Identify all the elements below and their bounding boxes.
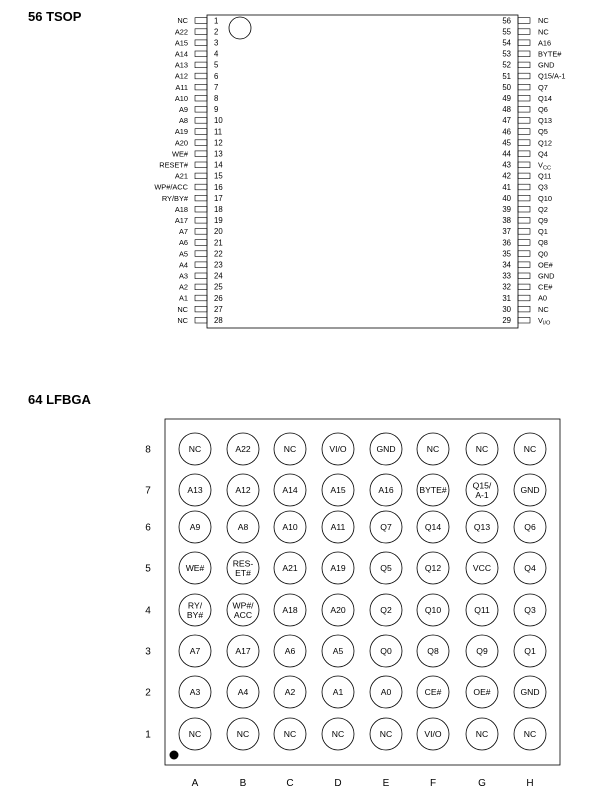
bga-ball-label: Q13 [473,522,491,532]
tsop-pin-name: A1 [178,293,188,303]
tsop-pin-number: 25 [214,282,223,292]
tsop-pin-lead [195,95,207,101]
bga-ball-label: ET# [235,568,251,578]
tsop-pin-lead [518,40,530,46]
bga-ball-label: GND [520,687,540,697]
bga-ball-label: A6 [284,646,296,656]
tsop-pin-number: 28 [214,316,223,325]
tsop-pin-name: Q15/A-1 [538,71,566,81]
bga-ball-label: A19 [330,563,346,573]
bga-ball-label: Q14 [424,522,442,532]
tsop-pin-number: 24 [214,271,223,281]
tsop-title: 56 TSOP [28,9,82,24]
tsop-pin-number: 56 [502,16,511,26]
tsop-pin-lead [195,107,207,113]
tsop-pin-lead [518,317,530,323]
tsop-pin-lead [195,140,207,146]
bga-ball-label: OE# [473,687,491,697]
tsop-pin-lead [518,162,530,168]
bga-ball-label: A1 [332,687,344,697]
bga-ball-label: Q3 [524,605,536,615]
tsop-pin-number: 21 [214,238,223,248]
tsop-pin-name: A3 [178,271,188,281]
bga-ball-label: NC [283,729,297,739]
bga-package [145,419,560,789]
bga-column-label: H [526,778,534,789]
tsop-pin-name: A9 [178,105,188,114]
bga-ball-label: A8 [237,522,249,532]
tsop-pin-number: 50 [502,82,511,92]
bga-ball-label: A-1 [475,490,489,500]
tsop-pin-number: 29 [502,316,511,325]
tsop-pin-lead [518,295,530,301]
tsop-pin-name: A13 [174,60,188,70]
tsop-pin-number: 52 [502,60,511,70]
tsop-pin-name: A22 [174,27,188,37]
tsop-pin-name: A19 [174,127,188,137]
tsop-pin-lead [195,273,207,279]
tsop-pin-lead [195,18,207,24]
tsop-pin-number: 39 [502,205,511,214]
bga-ball-label: NC [331,729,345,739]
tsop-pin-lead [195,151,207,157]
tsop-pin-lead [518,184,530,190]
tsop-pin-name: A12 [174,71,188,81]
tsop-body [207,15,518,328]
tsop-pin-lead [195,262,207,268]
tsop-pin-number: 15 [214,171,223,181]
bga-ball-label: A3 [189,687,201,697]
bga-column-label: F [429,778,437,789]
bga-column-label: G [478,778,486,789]
tsop-pin-name: BYTE# [538,49,562,59]
tsop-pin-number: 26 [214,293,223,303]
tsop-pin-lead [518,95,530,101]
tsop-pin-number: 20 [214,227,223,237]
tsop-pin-lead [195,173,207,179]
tsop-pin-lead [518,306,530,312]
bga-title: 64 LFBGA [28,392,91,407]
bga-ball-label: NC [523,444,537,454]
tsop-pin-name: A10 [174,93,188,103]
tsop-pin-name: A17 [174,216,188,225]
tsop-pin-name: NC [177,304,188,314]
tsop-pin-name: Q8 [538,238,548,248]
tsop-pin-name: Q2 [538,204,548,214]
bga-row-label: 5 [145,563,151,575]
tsop-pin-lead [195,206,207,212]
tsop-pin-lead [195,162,207,168]
tsop-pin-number: 4 [214,49,219,59]
pin1-marker [229,17,251,39]
bga-ball-label: Q9 [476,646,488,656]
bga-ball-label: NC [283,444,297,454]
bga-ball-label: A2 [284,687,296,697]
tsop-pin-name: WE# [171,149,188,159]
tsop-pin-lead [518,195,530,201]
bga-row-label: 8 [145,444,151,456]
tsop-pin-name: Q10 [538,193,552,203]
bga-ball-label: Q2 [380,605,392,615]
tsop-pin-number: 30 [502,304,511,314]
tsop-pin-name: WP#/ACC [154,182,188,192]
tsop-pin-number: 3 [214,38,219,48]
bga-ball-label: A15 [330,485,346,495]
tsop-pin-lead [195,118,207,124]
bga-ball-label: A0 [380,687,392,697]
bga-ball-label: A7 [189,646,201,656]
bga-ball-label: A17 [235,646,251,656]
bga-column-label: D [334,778,342,789]
bga-ball-label: NC [379,729,393,739]
tsop-pin-lead [518,273,530,279]
tsop-pin-name: Q9 [538,216,548,225]
tsop-pin-number: 8 [214,94,219,103]
tsop-pin-number: 42 [502,171,511,181]
tsop-pin-name: Q14 [538,93,552,103]
tsop-pin-number: 18 [214,205,223,214]
tsop-pin-name: Q12 [538,138,552,148]
tsop-pin-number: 6 [214,71,219,81]
tsop-pin-number: 12 [214,138,223,148]
bga-ball-label: Q8 [427,646,439,656]
tsop-pin-lead [518,240,530,246]
bga-ball-label: A18 [282,605,298,615]
bga-ball-label: A10 [282,522,298,532]
bga-ball-label: NC [475,444,489,454]
tsop-pin-name: NC [538,304,549,314]
tsop-pin-name: GND [538,271,555,281]
bga-ball-label: VI/O [329,444,347,454]
tsop-pin-lead [195,306,207,312]
tsop-pin-number: 51 [502,71,511,81]
bga-ball-label: A11 [330,522,346,532]
tsop-pin-number: 35 [502,249,511,259]
bga-ball-label: A14 [282,485,298,495]
bga-ball-label: Q15/ [472,480,492,491]
tsop-pin-lead [195,40,207,46]
tsop-pin-number: 17 [214,193,223,203]
tsop-pin-name: NC [177,16,188,26]
tsop-pin-lead [195,195,207,201]
bga-ball-label: VI/O [424,729,442,739]
tsop-pin-number: 5 [214,60,219,70]
tsop-pin-name: NC [538,16,549,26]
bga-ball-label: ACC [233,610,253,620]
tsop-pin-number: 9 [214,105,219,115]
tsop-pin-name: A15 [174,38,188,48]
tsop-pin-number: 47 [502,116,511,126]
bga-ball-label: A4 [237,687,249,697]
tsop-pin-lead [518,151,530,157]
tsop-pin-lead [518,140,530,146]
tsop-pin-name: NC [538,27,549,37]
tsop-pin-name: A2 [178,282,188,292]
tsop-pin-name: CE# [538,282,553,292]
bga-ball-label: NC [188,729,202,739]
tsop-pin-number: 11 [214,127,223,137]
tsop-pin-name: A16 [538,38,552,48]
tsop-pin-name: A20 [174,138,188,148]
tsop-pin-name: $V_{I/O}$ [538,315,551,327]
tsop-pin-name: RY/BY# [161,193,188,203]
tsop-pin-name: Q3 [538,182,548,192]
tsop-pin-lead [195,240,207,246]
tsop-pin-lead [195,251,207,257]
bga-row-label: 4 [145,605,151,617]
bga-ball-label: Q12 [424,563,442,573]
tsop-pin-number: 40 [502,193,511,203]
tsop-pin-lead [195,284,207,290]
tsop-pin-lead [195,73,207,79]
tsop-pin-name: Q11 [538,171,552,181]
tsop-pin-name: Q0 [538,249,548,259]
bga-row-label: 1 [145,729,151,741]
a1-corner-marker [170,751,179,760]
tsop-pin-lead [195,184,207,190]
tsop-pin-number: 32 [502,282,511,292]
tsop-pin-number: 1 [214,16,219,26]
bga-ball-label: A12 [235,485,251,495]
bga-ball-label: Q1 [524,646,536,656]
tsop-pin-lead [518,262,530,268]
tsop-pin-number: 16 [214,182,223,192]
tsop-pin-number: 36 [502,238,511,248]
tsop-pin-number: 33 [502,271,511,281]
bga-ball-label: A13 [187,485,203,495]
tsop-pin-name: Q5 [538,127,548,137]
tsop-pin-lead [518,84,530,90]
bga-ball-label: A21 [282,563,298,573]
tsop-pin-number: 19 [214,216,223,226]
tsop-pin-name: Q7 [538,82,548,92]
tsop-pin-name: A14 [174,49,188,59]
bga-ball-label: NC [475,729,489,739]
bga-row-label: 7 [145,485,151,497]
tsop-pin-name: $V_{CC}$ [538,160,552,172]
bga-column-label: B [239,778,247,789]
bga-ball-label: GND [376,444,396,454]
bga-row-label: 6 [145,522,151,534]
tsop-pin-lead [518,284,530,290]
tsop-pin-name: A18 [174,204,188,214]
tsop-pin-number: 54 [502,38,511,48]
bga-ball-label: A20 [330,605,346,615]
tsop-pin-number: 43 [502,160,511,170]
tsop-pin-name: A8 [178,116,188,126]
tsop-pin-lead [195,29,207,35]
tsop-pin-name: A7 [178,227,188,237]
tsop-pin-lead [518,62,530,68]
tsop-pin-name: A6 [178,238,188,248]
bga-column-label: A [191,778,199,789]
tsop-pin-name: GND [538,60,555,70]
tsop-pin-number: 55 [502,27,511,37]
tsop-pin-lead [518,173,530,179]
tsop-pin-number: 2 [214,27,219,37]
tsop-pin-number: 14 [214,160,223,170]
tsop-pin-lead [195,62,207,68]
bga-ball-label: Q4 [524,563,536,573]
bga-ball-label: Q5 [380,563,392,573]
tsop-pin-name: Q13 [538,116,552,126]
tsop-pin-name: A5 [178,249,188,259]
bga-ball-label: RY/ [187,600,203,611]
tsop-pin-lead [195,295,207,301]
tsop-pin-lead [195,129,207,135]
tsop-pin-name: A21 [174,171,188,181]
tsop-pin-name: Q1 [538,227,548,237]
tsop-pin-number: 44 [502,149,511,159]
bga-ball-label: Q6 [524,522,536,532]
bga-ball-label: NC [523,729,537,739]
tsop-pin-number: 48 [502,105,511,115]
tsop-pin-number: 53 [502,49,511,59]
bga-ball-label: BYTE# [419,485,447,495]
tsop-pin-number: 41 [502,182,511,192]
tsop-pin-lead [518,18,530,24]
tsop-pin-lead [195,218,207,224]
bga-ball-label: WE# [185,563,205,573]
bga-column-label: C [286,778,294,789]
tsop-pin-lead [518,29,530,35]
bga-ball-label: A16 [378,485,394,495]
tsop-pin-number: 10 [214,116,223,126]
bga-ball-label: BY# [186,610,204,620]
tsop-pin-name: A11 [175,82,188,92]
tsop-pin-number: 46 [502,127,511,137]
tsop-pin-name: RESET# [159,160,188,170]
bga-row-label: 3 [145,646,151,658]
tsop-pin-name: Q6 [538,105,548,114]
bga-ball-label: A22 [235,444,251,454]
tsop-pin-lead [518,51,530,57]
tsop-pin-lead [518,118,530,124]
tsop-pin-number: 38 [502,216,511,226]
tsop-pin-lead [518,218,530,224]
tsop-pin-name: A4 [178,260,188,270]
tsop-pin-lead [518,107,530,113]
bga-column-label: E [382,778,390,789]
tsop-pin-number: 31 [502,293,511,303]
tsop-pin-number: 7 [214,82,219,92]
tsop-pin-lead [195,51,207,57]
bga-ball-label: WP#/ [232,600,254,611]
bga-ball-label: A9 [189,522,201,532]
bga-body [165,419,560,765]
tsop-pin-lead [195,229,207,235]
tsop-pin-lead [518,229,530,235]
tsop-pin-name: Q4 [538,149,548,159]
bga-ball-label: Q10 [424,605,442,615]
tsop-pin-number: 22 [214,249,223,259]
bga-ball-label: Q7 [380,522,392,532]
bga-row-label: 2 [145,687,151,699]
bga-ball-label: NC [426,444,440,454]
tsop-pin-lead [518,251,530,257]
tsop-pin-name: A0 [538,293,548,303]
tsop-package [154,15,565,328]
tsop-pin-number: 34 [502,260,511,270]
bga-ball-label: A5 [332,646,344,656]
tsop-pin-number: 37 [502,227,511,237]
tsop-pin-lead [518,129,530,135]
bga-ball-label: RES- [232,558,254,569]
bga-ball-label: NC [188,444,202,454]
tsop-pin-lead [518,73,530,79]
bga-ball-label: Q0 [380,646,392,656]
tsop-pin-number: 49 [502,94,511,103]
tsop-pin-number: 27 [214,304,223,314]
bga-ball-label: NC [236,729,250,739]
tsop-pin-number: 23 [214,260,223,270]
tsop-pin-lead [195,317,207,323]
tsop-pin-name: OE# [538,260,553,270]
tsop-pin-number: 13 [214,149,223,159]
bga-ball-label: Q11 [474,605,490,615]
bga-ball-label: CE# [424,687,442,697]
tsop-pin-name: NC [177,315,188,325]
tsop-pin-lead [195,84,207,90]
tsop-pin-lead [518,206,530,212]
tsop-pin-number: 45 [502,138,511,148]
bga-ball-label: GND [520,485,540,495]
bga-ball-label: VCC [472,563,492,573]
